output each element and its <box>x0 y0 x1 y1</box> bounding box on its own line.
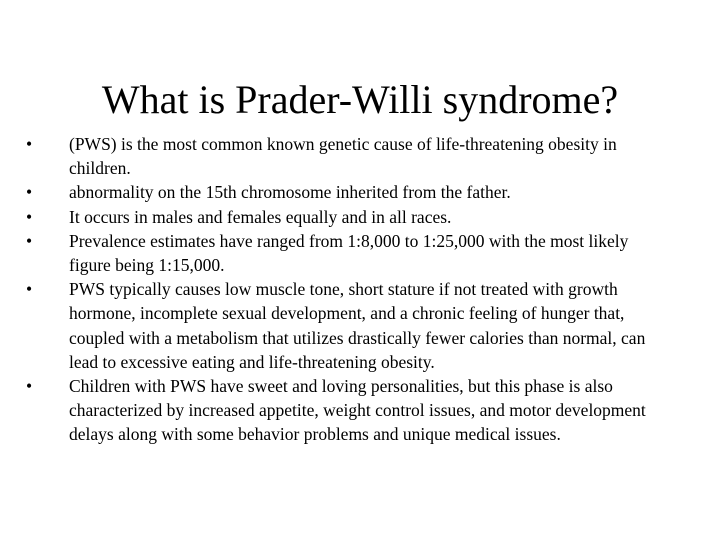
bullet-item-1 <box>26 132 666 180</box>
bullet-icon: • <box>26 134 33 154</box>
bullet-icon: • <box>26 230 33 251</box>
bullet-text: It occurs in males and females equally and in all races. <box>69 206 452 227</box>
bullet-item-5 <box>26 277 666 374</box>
slide-title: What is Prader-Willi syndrome? <box>101 77 619 122</box>
bullet-item-3 <box>26 205 666 229</box>
bullet-text: PWS typically causes low muscle tone, short stature if not treated with growth hormone, incomplete sexual development, and a chronic feeling of hunger that, coupled with a metabolism that utilizes drastically fewer calories than normal, can lead to excessive eating and life-threatening obesity. <box>69 279 646 372</box>
bullet-text: Prevalence estimates have ranged from 1:8,000 to 1:25,000 with the most likely figure being 1:15,000. <box>69 230 629 276</box>
bullet-list <box>26 132 666 447</box>
bullet-item-6 <box>26 374 666 447</box>
bullet-item-2 <box>26 180 666 204</box>
bullet-icon: • <box>26 376 33 397</box>
bullet-icon: • <box>26 279 33 300</box>
bullet-text: abnormality on the 15th chromosome inherited from the father. <box>69 182 511 203</box>
bullet-icon: • <box>26 182 33 203</box>
bullet-text: Children with PWS have sweet and loving personalities, but this phase is also characterized by increased appetite, weight control issues, and motor development delays along with some behavior problems and unique medical issues. <box>69 376 646 445</box>
bullet-text: (PWS) is the most common known genetic cause of life-threatening obesity in children. <box>69 134 617 179</box>
bullet-item-4 <box>26 229 666 277</box>
bullet-icon: • <box>26 206 33 227</box>
